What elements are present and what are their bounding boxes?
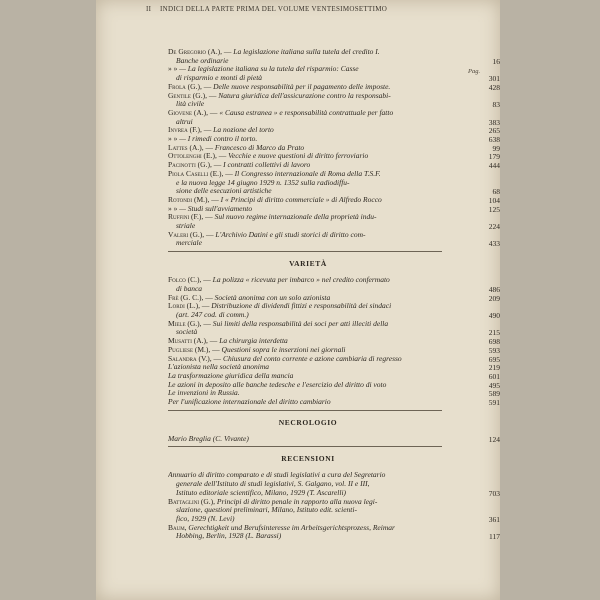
entry-line (168, 515, 442, 524)
entry-title: slazione, questioni preliminari, Milano, Istituto edit. scienti- (176, 506, 357, 515)
entry-author: Lordi (L.), — (168, 302, 210, 311)
entry-author: De Gregorio (A.), — (168, 48, 232, 56)
section-rule (168, 251, 442, 252)
entry-author: Pugliese (M.), — (168, 345, 220, 354)
index-entry (168, 398, 500, 407)
entry-title: — La legislazione italiana su la tutela del risparmio: Casse (179, 65, 359, 74)
entry-page-number: 591 (488, 398, 500, 408)
entry-line (168, 471, 442, 480)
entry-line (168, 135, 442, 144)
entry-author: Piola Caselli (E.), — (168, 169, 233, 178)
entry-page-number: 601 (488, 371, 500, 381)
index-entry (168, 363, 500, 372)
entry-line (168, 65, 442, 74)
entry-line (168, 480, 442, 489)
entry-author: » » (168, 204, 178, 213)
entry-line (168, 381, 442, 390)
entry-title: La polizza « ricevuta per imbarco » nel credito confermato (212, 276, 390, 285)
entry-title: Francesco di Marco da Prato (214, 143, 305, 152)
entry-author: Salandra (V.), — (168, 354, 222, 363)
index-entry (168, 109, 500, 126)
entry-title: « Causa estranea » e responsabilità contrattuale per fatto (219, 108, 394, 117)
entry-title: I « Principi di diritto commerciale » di Alfredo Rocco (220, 195, 382, 204)
header-page-number: II (146, 5, 152, 13)
entry-title: Mario Breglia (C. Vivante) (168, 434, 249, 443)
entry-page-number: 383 (488, 117, 500, 127)
entry-line (168, 92, 442, 101)
entry-title: Hobbing, Berlin, 1928 (L. Barassi) (176, 532, 282, 541)
entry-title: — Studi sull'avviamento (179, 204, 253, 213)
entry-line (168, 328, 442, 337)
entry-line (168, 118, 442, 127)
entry-page-number: 99 (492, 143, 500, 153)
entry-title: altrui (176, 117, 193, 126)
entry-line (168, 213, 442, 222)
entry-page-number: 68 (492, 187, 500, 197)
index-entry (168, 126, 500, 135)
entry-title: Questioni sopra le inserzioni nei giornali (221, 345, 346, 354)
entry-title: Vecchie e nuove questioni di diritto ferroviario (228, 152, 369, 161)
entry-author: Invrea (F.), — (168, 126, 212, 135)
entry-title: Le azioni in deposito alle banche tedesche e l'esercizio del diritto di voto (168, 380, 387, 389)
entry-page-number: 124 (488, 434, 500, 444)
entry-line (168, 57, 442, 66)
entry-title: Le invenzioni in Russia. (168, 389, 240, 398)
entry-author: Rotondi (M.), — (168, 195, 219, 204)
entry-line (168, 532, 442, 541)
entry-title: Società anonima con un solo azionista (214, 293, 331, 302)
entry-title: La trasformazione giuridica della mancia (168, 371, 294, 380)
entry-title: Gerechtigkeit und Berufsinteresse im Arbeitsgerichtsprozess, Reimar (188, 523, 395, 532)
entry-author: Ottolenghi (E.), — (168, 152, 227, 161)
entry-author: Ruffini (F.), — (168, 213, 213, 222)
header-title: INDICI DELLA PARTE PRIMA DEL VOLUME VENTESIMOSETTIMO (160, 5, 388, 13)
index-entry (168, 170, 500, 196)
entry-page-number: 703 (488, 488, 500, 498)
varieta-section-heading: VARIETÀ (289, 259, 327, 269)
index-entry (168, 498, 500, 524)
index-entry (168, 471, 500, 497)
entry-title: fico, 1929 (N. Levi) (176, 514, 235, 523)
entry-line (168, 302, 442, 311)
entry-title: Istituto editoriale scientifico, Milano, 1929 (T. Ascarelli) (176, 488, 347, 497)
entry-line (168, 506, 442, 515)
entry-page-number: 209 (488, 293, 500, 303)
entry-page-number: 593 (488, 345, 500, 355)
entry-author: Gentile (G.), — (168, 91, 217, 100)
entry-title: La legislazione italiana sulla tutela del credito I. (233, 48, 380, 56)
page-column-label: Pag. (468, 68, 481, 75)
index-entry (168, 372, 500, 381)
index-entry (168, 65, 500, 82)
index-entry (168, 231, 500, 248)
entry-title: Chiusura del conto corrente e azione cambiaria di regresso (222, 354, 402, 363)
section-rule (168, 410, 442, 411)
entry-line (168, 109, 442, 118)
entry-title: Sui limiti della responsabilità dei soci per atti illeciti della (212, 319, 389, 328)
entry-line (168, 320, 442, 329)
entry-page-number: 490 (488, 310, 500, 320)
entry-title: L'azionista nella società anonima (168, 363, 269, 372)
entry-line (168, 126, 442, 135)
index-page (96, 0, 500, 600)
entry-title: Principi di diritto penale in rapporto alla nuova legi- (216, 497, 378, 506)
entry-title: La chirurgia interdetta (219, 337, 288, 346)
entry-title: L'Archivio Datini e gli studi storici di diritto com- (215, 230, 366, 239)
entry-author: Musatti (A.), — (168, 337, 218, 346)
recensioni-section-heading: RECENSIONI (281, 454, 335, 464)
entry-author: Frola (G.), — (168, 82, 212, 91)
entry-line (168, 205, 442, 214)
entry-line (168, 389, 442, 398)
index-entry (168, 294, 500, 303)
necrologio-section-heading: NECROLOGIO (278, 417, 338, 427)
index-entry (168, 161, 500, 170)
entry-line (168, 524, 442, 533)
entry-title: generale dell'Istituto di studi legislativi, S. Galgano, vol. II e III, (176, 480, 370, 489)
entry-title: (art. 247 cod. di comm.) (176, 310, 249, 319)
entry-line (168, 152, 442, 161)
entry-page-number: 444 (488, 161, 500, 171)
index-entry (168, 152, 500, 161)
entry-page-number: 698 (488, 337, 500, 347)
entry-line (168, 239, 442, 248)
entry-author: Lattes (A.), — (168, 143, 213, 152)
index-entries (168, 48, 500, 541)
entry-title: lità civile (176, 100, 205, 109)
entry-line (168, 170, 442, 179)
entry-author: Pacinotti (G.), — (168, 161, 222, 170)
index-entry (168, 276, 500, 293)
entry-title: Per l'unificazione internazionale del diritto cambiario (168, 398, 331, 407)
entry-line (168, 144, 442, 153)
index-entry (168, 83, 500, 92)
index-entry (168, 302, 500, 319)
entry-line (168, 337, 442, 346)
index-entry (168, 135, 500, 144)
entry-line (168, 231, 442, 240)
entry-page-number: 117 (489, 532, 500, 542)
index-entry (168, 144, 500, 153)
index-entry (168, 337, 500, 346)
entry-title: e la nuova legge 14 giugno 1929 n. 1352 sulla radiodiffu- (176, 178, 350, 187)
entry-line (168, 372, 442, 381)
entry-title: società (176, 328, 198, 337)
index-entry (168, 355, 500, 364)
entry-title: di risparmio e monti di pietà (176, 74, 263, 83)
entry-title: I contratti collettivi di lavoro (223, 161, 311, 170)
index-entry (168, 389, 500, 398)
entry-title: — I rimedi contro il torto. (179, 135, 258, 144)
index-entry (168, 92, 500, 109)
entry-line (168, 398, 442, 407)
entry-author: Battaglini (G.), (168, 497, 216, 506)
entry-page-number: 219 (488, 363, 500, 373)
entry-line (168, 161, 442, 170)
entry-author: Frè (G. C.), — (168, 293, 213, 302)
index-entry (168, 381, 500, 390)
entry-author: » » (168, 135, 178, 144)
entry-title: Annuario di diritto comparato e di studi legislativi a cura del Segretario (168, 471, 386, 480)
entry-author: Giovene (A.), — (168, 108, 218, 117)
entry-page-number: 224 (488, 222, 500, 232)
entry-page-number: 215 (488, 328, 500, 338)
entry-title: merciale (176, 239, 202, 248)
entry-page-number: 83 (492, 100, 500, 110)
entry-title: Il Congresso internazionale di Roma della T.S.F. (234, 169, 381, 178)
entry-page-number: 125 (488, 204, 500, 214)
entry-page-number: 695 (488, 354, 500, 364)
entry-title: Distribuzione di dividendi fittizi e responsabilità dei sindaci (211, 302, 392, 311)
entry-page-number: 486 (488, 284, 500, 294)
entry-line (168, 187, 442, 196)
entry-line (168, 276, 442, 285)
entry-line (168, 48, 442, 57)
entry-line (168, 83, 442, 92)
index-entry (168, 320, 500, 337)
entry-author: Folco (C.), — (168, 276, 211, 285)
entry-author: Miele (G.), — (168, 319, 211, 328)
entry-title: sione delle esecuzioni artistiche (176, 187, 272, 196)
entry-line (168, 435, 442, 444)
entry-page-number: 638 (488, 135, 500, 145)
entry-page-number: 265 (488, 126, 500, 136)
entry-line (168, 498, 442, 507)
entry-line (168, 294, 442, 303)
entry-line (168, 311, 442, 320)
index-entry (168, 524, 500, 541)
entry-page-number: 433 (488, 239, 500, 249)
entry-line (168, 355, 442, 364)
entry-line (168, 222, 442, 231)
entry-title: La nozione del torto (213, 126, 274, 135)
entry-page-number: 589 (488, 389, 500, 399)
entry-line (168, 196, 442, 205)
entry-page-number: 104 (488, 195, 500, 205)
entry-author: Valeri (G.), — (168, 230, 214, 239)
entry-line (168, 74, 442, 83)
entry-title: Natura giuridica dell'assicurazione contro la responsabi- (218, 91, 391, 100)
entry-title: Sul nuovo regime internazionale della proprietà indu- (214, 213, 377, 222)
entry-page-number: 179 (488, 152, 500, 162)
entry-line (168, 179, 442, 188)
entry-title: Delle nuove responsabilità per il pagamento delle imposte. (213, 82, 391, 91)
entry-page-number: 495 (488, 380, 500, 390)
entry-line (168, 363, 442, 372)
entry-line (168, 100, 442, 109)
index-entry (168, 435, 500, 444)
entry-line (168, 346, 442, 355)
entry-page-number: 301 (488, 74, 500, 84)
index-entry (168, 346, 500, 355)
entry-title: striale (176, 222, 196, 231)
entry-author: » » (168, 65, 178, 74)
section-rule (168, 446, 442, 447)
index-entry (168, 213, 500, 230)
entry-title: Banche ordinarie (176, 56, 229, 65)
entry-author: Baum, (168, 523, 187, 532)
entry-title: di banca (176, 284, 203, 293)
index-entry (168, 196, 500, 205)
entry-page-number: 16 (492, 56, 500, 66)
index-entry (168, 205, 500, 214)
index-entry (168, 48, 500, 65)
entry-line (168, 285, 442, 294)
entry-page-number: 428 (488, 82, 500, 92)
entry-line (168, 489, 442, 498)
entry-page-number: 361 (488, 514, 500, 524)
